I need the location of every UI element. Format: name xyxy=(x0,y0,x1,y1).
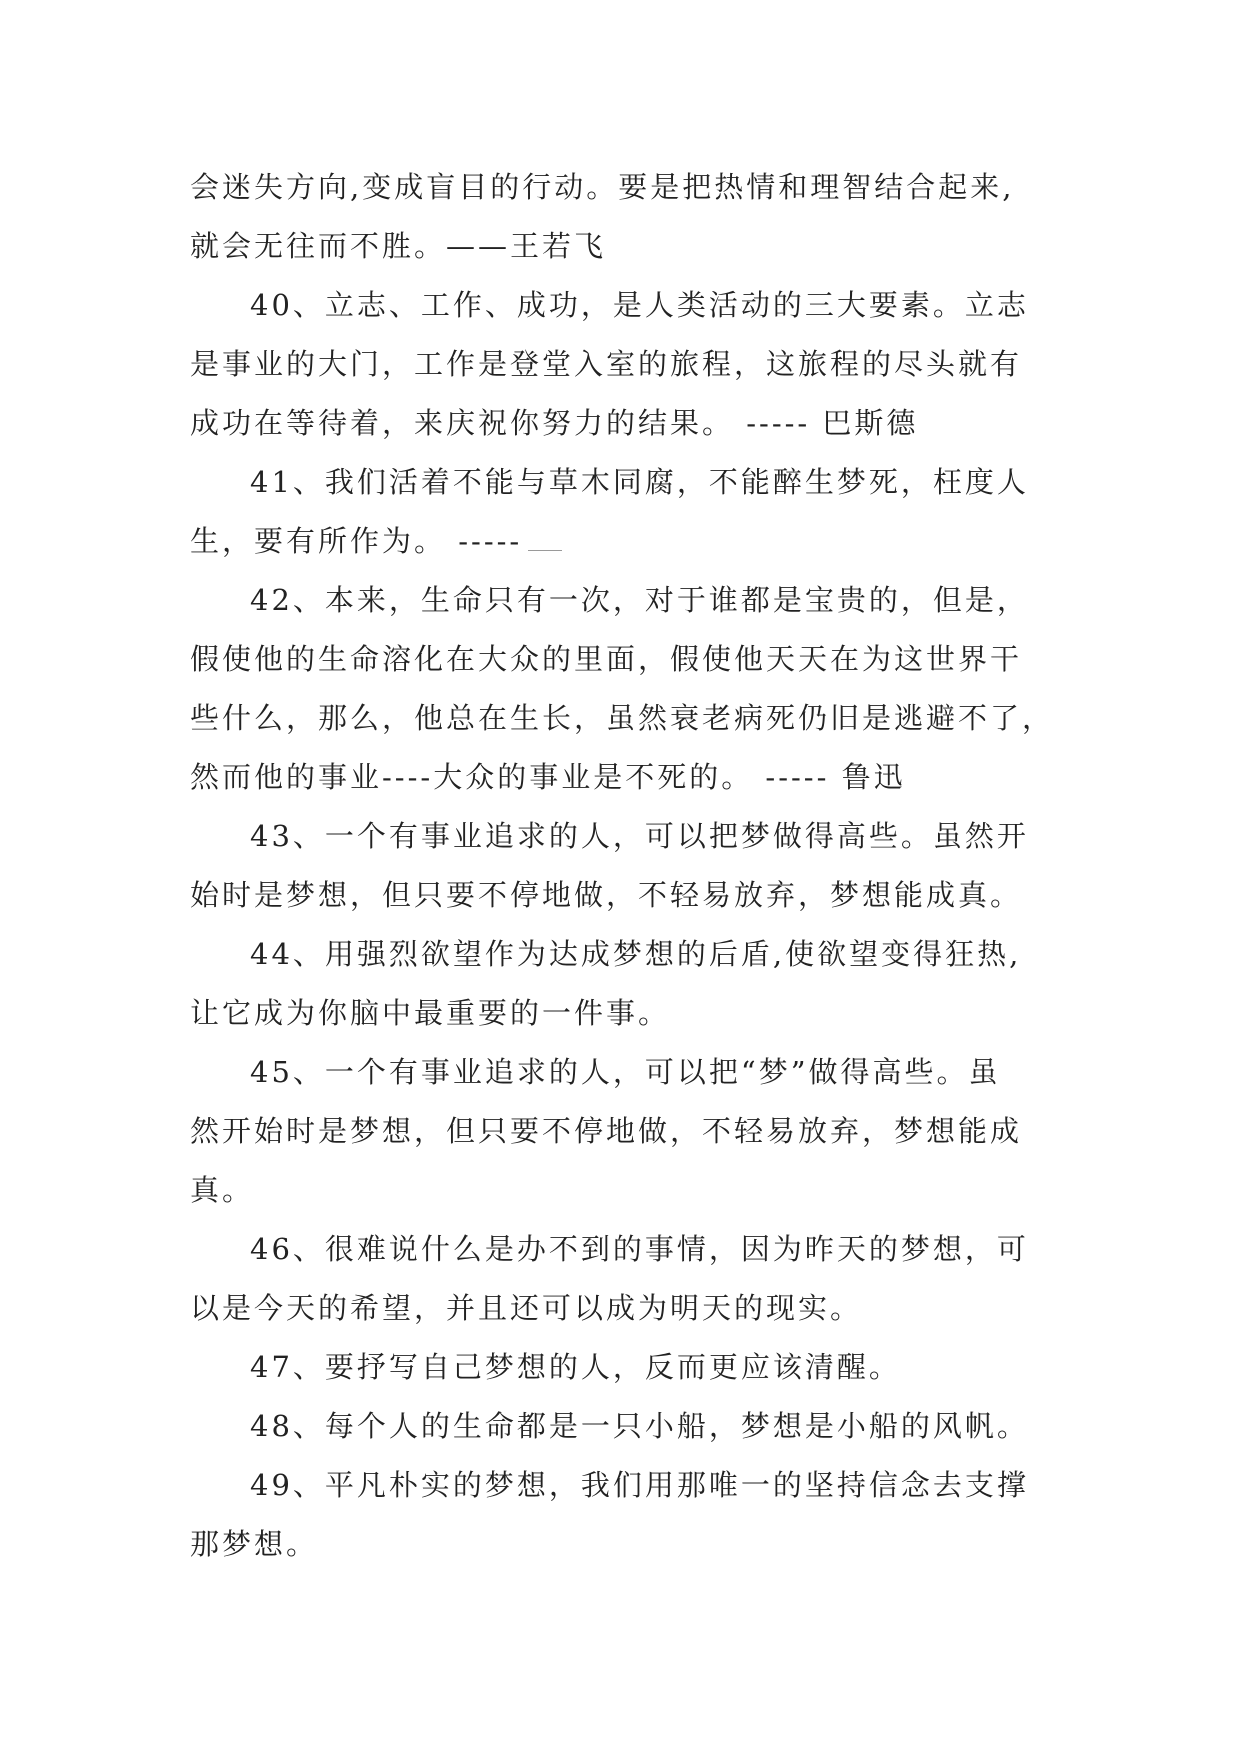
paragraph-44 xyxy=(190,925,1070,1043)
text-line: 49、平凡朴实的梦想，我们用那唯一的坚持信念去支撑 xyxy=(250,1468,1029,1502)
text-line: 真。 xyxy=(190,1173,255,1207)
paragraph-42 xyxy=(190,571,1070,807)
paragraph-43 xyxy=(190,807,1070,925)
text-line: 以是今天的希望，并且还可以成为明天的现实。 xyxy=(190,1291,863,1325)
text-line-with-blank xyxy=(190,512,1070,571)
text-line: 然而他的事业----大众的事业是不死的。 ----- 鲁迅 xyxy=(190,760,906,794)
paragraph-continued xyxy=(190,158,1070,276)
paragraph-41 xyxy=(190,453,1070,571)
document-body xyxy=(190,158,1070,1574)
text-line: 假使他的生命溶化在大众的里面，假使他天天在为这世界干 xyxy=(190,642,1023,676)
text-segment: 生，要有所作为。 ----- xyxy=(190,524,523,558)
text-line: 让它成为你脑中最重要的一件事。 xyxy=(190,996,671,1030)
text-line: 会迷失方向,变成盲目的行动。要是把热情和理智结合起来, xyxy=(190,170,1015,204)
text-line: 48、每个人的生命都是一只小船，梦想是小船的风帆。 xyxy=(250,1409,1029,1443)
paragraph-47 xyxy=(190,1338,1070,1397)
text-line: 始时是梦想，但只要不停地做，不轻易放弃，梦想能成真。 xyxy=(190,878,1023,912)
text-line: 然开始时是梦想，但只要不停地做，不轻易放弃，梦想能成 xyxy=(190,1114,1023,1148)
text-line: 43、一个有事业追求的人，可以把梦做得高些。虽然开 xyxy=(250,819,1029,853)
text-line: 42、本来，生命只有一次，对于谁都是宝贵的，但是， xyxy=(250,583,1029,617)
author-blank-underline xyxy=(528,526,562,551)
paragraph-40 xyxy=(190,276,1070,453)
text-line: 44、用强烈欲望作为达成梦想的后盾,使欲望变得狂热, xyxy=(250,937,1022,971)
paragraph-46 xyxy=(190,1220,1070,1338)
text-line: 些什么，那么，他总在生长，虽然衰老病死仍旧是逃避不了， xyxy=(190,701,1055,735)
text-line: 成功在等待着，来庆祝你努力的结果。 ----- 巴斯德 xyxy=(190,406,919,440)
paragraph-45 xyxy=(190,1043,1070,1220)
text-line: 是事业的大门，工作是登堂入室的旅程，这旅程的尽头就有 xyxy=(190,347,1023,381)
text-line: 46、很难说什么是办不到的事情，因为昨天的梦想，可 xyxy=(250,1232,1029,1266)
text-line: 41、我们活着不能与草木同腐，不能醉生梦死，枉度人 xyxy=(250,465,1029,499)
text-line: 45、一个有事业追求的人，可以把“梦”做得高些。虽 xyxy=(250,1055,1001,1089)
text-line: 47、要抒写自己梦想的人，反而更应该清醒。 xyxy=(250,1350,901,1384)
text-line: 40、立志、工作、成功，是人类活动的三大要素。立志 xyxy=(250,288,1029,322)
text-line: 那梦想。 xyxy=(190,1527,319,1561)
paragraph-48 xyxy=(190,1397,1070,1456)
text-line: 就会无往而不胜。——王若飞 xyxy=(190,229,607,263)
paragraph-49 xyxy=(190,1456,1070,1574)
